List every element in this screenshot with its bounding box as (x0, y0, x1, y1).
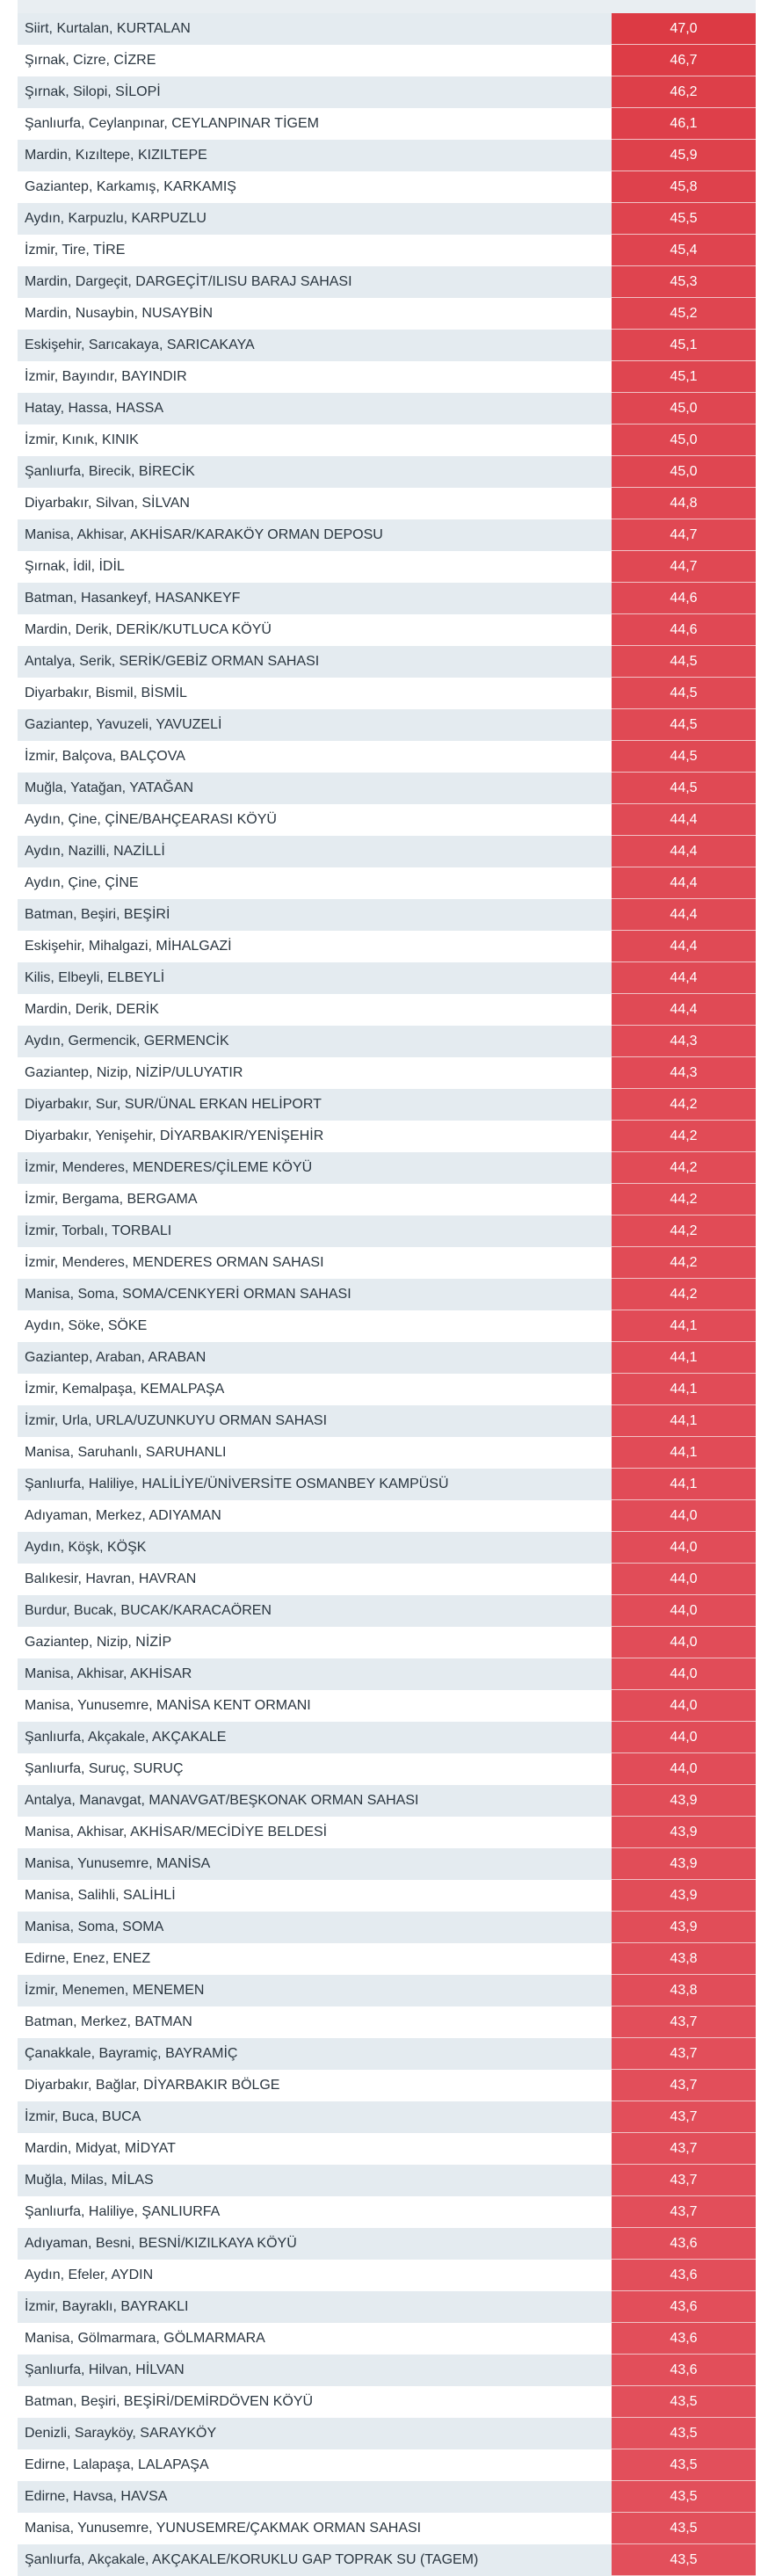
table-row (18, 266, 756, 298)
table-row (18, 962, 756, 994)
station-name-cell: Aydın, Nazilli, NAZİLLİ (18, 836, 612, 867)
station-name-cell: Aydın, Efeler, AYDIN (18, 2260, 612, 2291)
station-name-cell: Aydın, Köşk, KÖŞK (18, 1532, 612, 1564)
station-name-cell: Denizli, Sarayköy, SARAYKÖY (18, 2418, 612, 2449)
temperature-value-cell: 45,4 (612, 235, 756, 266)
station-name-cell: Batman, Beşiri, BEŞİRİ/DEMİRDÖVEN KÖYÜ (18, 2386, 612, 2418)
temperature-value-cell: 44,2 (612, 1089, 756, 1121)
station-name-cell: Manisa, Soma, SOMA (18, 1912, 612, 1943)
table-row (18, 551, 756, 583)
temperature-value-cell: 44,8 (612, 488, 756, 519)
temperature-value-cell: 43,8 (612, 1975, 756, 2006)
station-name-cell: Manisa, Akhisar, AKHİSAR/KARAKÖY ORMAN DEPOSU (18, 519, 612, 551)
temperature-value-cell: 44,4 (612, 804, 756, 836)
table-row (18, 108, 756, 140)
table-row (18, 76, 756, 108)
station-name-cell: Mardin, Derik, DERİK/KUTLUCA KÖYÜ (18, 614, 612, 646)
station-name-cell: Balıkesir, Havran, HAVRAN (18, 1564, 612, 1595)
table-row (18, 1374, 756, 1405)
table-row (18, 1342, 756, 1374)
table-row (18, 1152, 756, 1184)
table-row (18, 298, 756, 330)
temperature-value-cell: 43,5 (612, 2544, 756, 2576)
station-name-cell: Muğla, Yatağan, YATAĞAN (18, 773, 612, 804)
temperature-value-cell: 43,5 (612, 2513, 756, 2544)
station-name-cell: Mardin, Nusaybin, NUSAYBİN (18, 298, 612, 330)
table-row (18, 1943, 756, 1975)
table-row (18, 140, 756, 171)
temperature-value-cell: 44,2 (612, 1121, 756, 1152)
temperature-value-cell: 44,4 (612, 899, 756, 931)
temperature-value-cell: 45,1 (612, 361, 756, 393)
temperature-value-cell: 44,1 (612, 1374, 756, 1405)
station-name-cell: Şırnak, İdil, İDİL (18, 551, 612, 583)
temperature-value-cell: 46,1 (612, 108, 756, 140)
table-row (18, 804, 756, 836)
table-row (18, 1215, 756, 1247)
station-name-cell: Batman, Beşiri, BEŞİRİ (18, 899, 612, 931)
table-row (18, 1026, 756, 1057)
temperature-value-cell: 43,9 (612, 1880, 756, 1912)
table-row (18, 1089, 756, 1121)
station-name-cell: Gaziantep, Yavuzeli, YAVUZELİ (18, 709, 612, 741)
temperature-value-cell: 44,3 (612, 1026, 756, 1057)
temperature-value-cell: 44,1 (612, 1342, 756, 1374)
temperature-value-cell: 44,5 (612, 741, 756, 773)
table-row (18, 2038, 756, 2070)
temperature-value-cell: 44,0 (612, 1532, 756, 1564)
table-row (18, 2006, 756, 2038)
temperature-value-cell: 44,0 (612, 1595, 756, 1627)
station-name-cell: Gaziantep, Karkamış, KARKAMIŞ (18, 171, 612, 203)
station-name-cell: Manisa, Saruhanlı, SARUHANLI (18, 1437, 612, 1469)
station-name-cell: Manisa, Salihli, SALİHLİ (18, 1880, 612, 1912)
table-row (18, 1817, 756, 1848)
station-name-cell: Şanlıurfa, Akçakale, AKÇAKALE (18, 1722, 612, 1753)
temperature-value-cell: 43,8 (612, 1943, 756, 1975)
station-name-cell: Manisa, Soma, SOMA/CENKYERİ ORMAN SAHASI (18, 1279, 612, 1310)
temperature-value-cell: 43,9 (612, 1848, 756, 1880)
table-row (18, 2418, 756, 2449)
temperature-value-cell: 43,5 (612, 2481, 756, 2513)
station-name-cell: İzmir, Bayındır, BAYINDIR (18, 361, 612, 393)
station-name-cell: Manisa, Yunusemre, MANİSA KENT ORMANI (18, 1690, 612, 1722)
table-row (18, 424, 756, 456)
temperature-value-cell: 44,2 (612, 1215, 756, 1247)
temperature-value-cell: 43,6 (612, 2260, 756, 2291)
temperature-value-cell: 44,5 (612, 773, 756, 804)
station-name-cell: Adıyaman, Merkez, ADIYAMAN (18, 1500, 612, 1532)
table-row (18, 2513, 756, 2544)
table-row (18, 646, 756, 678)
temperature-value-cell: 45,0 (612, 393, 756, 424)
temperature-value-cell: 44,0 (612, 1753, 756, 1785)
temperature-value-cell: 44,0 (612, 1658, 756, 1690)
table-row (18, 1658, 756, 1690)
table-row (18, 1437, 756, 1469)
station-name-cell: İzmir, Urla, URLA/UZUNKUYU ORMAN SAHASI (18, 1405, 612, 1437)
temperature-value-cell: 47,0 (612, 13, 756, 45)
temperature-value-cell: 45,2 (612, 298, 756, 330)
station-name-cell: Şanlıurfa, Haliliye, HALİLİYE/ÜNİVERSİTE OSMANBEY KAMPÜSÜ (18, 1469, 612, 1500)
station-name-cell: İzmir, Bayraklı, BAYRAKLI (18, 2291, 612, 2323)
temperature-value-cell: 44,1 (612, 1469, 756, 1500)
temperature-value-cell: 44,0 (612, 1690, 756, 1722)
temperature-value-cell: 44,5 (612, 646, 756, 678)
table-row (18, 741, 756, 773)
temperature-value-cell: 45,8 (612, 171, 756, 203)
temperature-value-cell: 45,0 (612, 424, 756, 456)
temperature-table (18, 13, 756, 2576)
table-row (18, 2133, 756, 2165)
station-name-cell: Antalya, Manavgat, MANAVGAT/BEŞKONAK ORMAN SAHASI (18, 1785, 612, 1817)
table-row (18, 2481, 756, 2513)
temperature-value-cell: 44,0 (612, 1564, 756, 1595)
table-row (18, 678, 756, 709)
station-name-cell: Şırnak, Silopi, SİLOPİ (18, 76, 612, 108)
table-row (18, 1469, 756, 1500)
temperature-value-cell: 43,7 (612, 2196, 756, 2228)
temperature-value-cell: 44,6 (612, 583, 756, 614)
station-name-cell: Hatay, Hassa, HASSA (18, 393, 612, 424)
table-row (18, 1279, 756, 1310)
table-row (18, 13, 756, 45)
table-row (18, 1785, 756, 1817)
table-row (18, 931, 756, 962)
station-name-cell: Batman, Hasankeyf, HASANKEYF (18, 583, 612, 614)
station-name-cell: Eskişehir, Mihalgazi, MİHALGAZİ (18, 931, 612, 962)
station-name-cell: İzmir, Menderes, MENDERES/ÇİLEME KÖYÜ (18, 1152, 612, 1184)
station-name-cell: Şırnak, Cizre, CİZRE (18, 45, 612, 76)
table-row (18, 2165, 756, 2196)
station-name-cell: Manisa, Gölmarmara, GÖLMARMARA (18, 2323, 612, 2355)
temperature-value-cell: 44,6 (612, 614, 756, 646)
table-row (18, 519, 756, 551)
temperature-value-cell: 43,9 (612, 1785, 756, 1817)
table-row (18, 2291, 756, 2323)
temperature-value-cell: 45,9 (612, 140, 756, 171)
table-row (18, 899, 756, 931)
station-name-cell: Diyarbakır, Sur, SUR/ÜNAL ERKAN HELİPORT (18, 1089, 612, 1121)
table-row (18, 994, 756, 1026)
temperature-value-cell: 43,7 (612, 2133, 756, 2165)
table-row (18, 1564, 756, 1595)
station-name-cell: İzmir, Bergama, BERGAMA (18, 1184, 612, 1215)
station-name-cell: Mardin, Midyat, MİDYAT (18, 2133, 612, 2165)
station-name-cell: Aydın, Çine, ÇİNE (18, 867, 612, 899)
table-row (18, 235, 756, 266)
temperature-value-cell: 46,7 (612, 45, 756, 76)
table-row (18, 1500, 756, 1532)
temperature-value-cell: 43,6 (612, 2355, 756, 2386)
station-name-cell: Batman, Merkez, BATMAN (18, 2006, 612, 2038)
temperature-value-cell: 44,4 (612, 994, 756, 1026)
station-name-cell: Edirne, Enez, ENEZ (18, 1943, 612, 1975)
temperature-value-cell: 45,0 (612, 456, 756, 488)
temperature-value-cell: 44,1 (612, 1405, 756, 1437)
table-row (18, 393, 756, 424)
station-name-cell: Mardin, Derik, DERİK (18, 994, 612, 1026)
temperature-value-cell: 43,7 (612, 2101, 756, 2133)
temperature-value-cell: 43,7 (612, 2070, 756, 2101)
table-row (18, 1690, 756, 1722)
table-row (18, 456, 756, 488)
table-row (18, 361, 756, 393)
temperature-value-cell: 44,7 (612, 551, 756, 583)
table-row (18, 2386, 756, 2418)
temperature-value-cell: 44,0 (612, 1500, 756, 1532)
temperature-value-cell: 44,1 (612, 1437, 756, 1469)
table-row (18, 2196, 756, 2228)
table-row (18, 1121, 756, 1152)
temperature-value-cell: 45,5 (612, 203, 756, 235)
table-row (18, 709, 756, 741)
table-row (18, 2260, 756, 2291)
station-name-cell: İzmir, Torbalı, TORBALI (18, 1215, 612, 1247)
station-name-cell: Manisa, Akhisar, AKHİSAR/MECİDİYE BELDESİ (18, 1817, 612, 1848)
station-name-cell: Manisa, Akhisar, AKHİSAR (18, 1658, 612, 1690)
table-row (18, 836, 756, 867)
temperature-value-cell: 44,1 (612, 1310, 756, 1342)
table-row (18, 867, 756, 899)
temperature-value-cell: 43,6 (612, 2291, 756, 2323)
temperature-value-cell: 43,9 (612, 1817, 756, 1848)
table-row (18, 2355, 756, 2386)
station-name-cell: Kilis, Elbeyli, ELBEYLİ (18, 962, 612, 994)
station-name-cell: Edirne, Havsa, HAVSA (18, 2481, 612, 2513)
station-name-cell: Diyarbakır, Yenişehir, DİYARBAKIR/YENİŞEHİR (18, 1121, 612, 1152)
table-row (18, 1880, 756, 1912)
temperature-value-cell: 43,6 (612, 2228, 756, 2260)
station-name-cell: Gaziantep, Nizip, NİZİP (18, 1627, 612, 1658)
temperature-value-cell: 44,4 (612, 931, 756, 962)
table-row (18, 2544, 756, 2576)
station-name-cell: Eskişehir, Sarıcakaya, SARICAKAYA (18, 330, 612, 361)
station-name-cell: Şanlıurfa, Akçakale, AKÇAKALE/KORUKLU GAP TOPRAK SU (TAGEM) (18, 2544, 612, 2576)
station-name-cell: Burdur, Bucak, BUCAK/KARACAÖREN (18, 1595, 612, 1627)
temperature-value-cell: 44,5 (612, 678, 756, 709)
station-name-cell: İzmir, Buca, BUCA (18, 2101, 612, 2133)
station-name-cell: Edirne, Lalapaşa, LALAPAŞA (18, 2449, 612, 2481)
station-name-cell: İzmir, Kınık, KINIK (18, 424, 612, 456)
station-name-cell: Antalya, Serik, SERİK/GEBİZ ORMAN SAHASI (18, 646, 612, 678)
table-row (18, 1247, 756, 1279)
station-name-cell: İzmir, Menemen, MENEMEN (18, 1975, 612, 2006)
temperature-value-cell: 43,5 (612, 2386, 756, 2418)
station-name-cell: Aydın, Germencik, GERMENCİK (18, 1026, 612, 1057)
table-row (18, 1405, 756, 1437)
table-row (18, 2449, 756, 2481)
temperature-value-cell: 44,4 (612, 962, 756, 994)
table-row (18, 1595, 756, 1627)
station-name-cell: İzmir, Balçova, BALÇOVA (18, 741, 612, 773)
temperature-value-cell: 44,0 (612, 1722, 756, 1753)
temperature-value-cell: 44,2 (612, 1279, 756, 1310)
temperature-value-cell: 43,9 (612, 1912, 756, 1943)
station-name-cell: Diyarbakır, Silvan, SİLVAN (18, 488, 612, 519)
temperature-value-cell: 43,7 (612, 2038, 756, 2070)
station-name-cell: Şanlıurfa, Haliliye, ŞANLIURFA (18, 2196, 612, 2228)
temperature-value-cell: 44,0 (612, 1627, 756, 1658)
table-row (18, 2070, 756, 2101)
station-name-cell: Aydın, Çine, ÇİNE/BAHÇEARASI KÖYÜ (18, 804, 612, 836)
table-row (18, 614, 756, 646)
station-name-cell: İzmir, Menderes, MENDERES ORMAN SAHASI (18, 1247, 612, 1279)
station-name-cell: Siirt, Kurtalan, KURTALAN (18, 13, 612, 45)
station-name-cell: Gaziantep, Araban, ARABAN (18, 1342, 612, 1374)
station-name-cell: Muğla, Milas, MİLAS (18, 2165, 612, 2196)
temperature-value-cell: 45,3 (612, 266, 756, 298)
station-name-cell: Mardin, Kızıltepe, KIZILTEPE (18, 140, 612, 171)
station-name-cell: Şanlıurfa, Suruç, SURUÇ (18, 1753, 612, 1785)
station-name-cell: Manisa, Yunusemre, MANİSA (18, 1848, 612, 1880)
table-row (18, 2101, 756, 2133)
temperature-value-cell: 44,5 (612, 709, 756, 741)
table-row (18, 2228, 756, 2260)
station-name-cell: İzmir, Tire, TİRE (18, 235, 612, 266)
temperature-value-cell: 44,2 (612, 1152, 756, 1184)
temperature-value-cell: 43,7 (612, 2006, 756, 2038)
table-row (18, 488, 756, 519)
temperature-value-cell: 43,5 (612, 2418, 756, 2449)
table-row (18, 1057, 756, 1089)
temperature-value-cell: 44,4 (612, 867, 756, 899)
table-row (18, 45, 756, 76)
station-name-cell: Diyarbakır, Bağlar, DİYARBAKIR BÖLGE (18, 2070, 612, 2101)
table-row (18, 1627, 756, 1658)
table-row (18, 1532, 756, 1564)
table-row (18, 203, 756, 235)
table-row (18, 1848, 756, 1880)
station-name-cell: Manisa, Yunusemre, YUNUSEMRE/ÇAKMAK ORMAN SAHASI (18, 2513, 612, 2544)
table-row (18, 1753, 756, 1785)
table-row (18, 330, 756, 361)
temperature-value-cell: 45,1 (612, 330, 756, 361)
table-top-band (18, 0, 756, 13)
temperature-value-cell: 44,2 (612, 1184, 756, 1215)
table-row (18, 1722, 756, 1753)
table-row (18, 1310, 756, 1342)
table-row (18, 583, 756, 614)
station-name-cell: Aydın, Söke, SÖKE (18, 1310, 612, 1342)
table-row (18, 2323, 756, 2355)
temperature-value-cell: 44,3 (612, 1057, 756, 1089)
table-row (18, 1912, 756, 1943)
station-name-cell: Şanlıurfa, Ceylanpınar, CEYLANPINAR TİGEM (18, 108, 612, 140)
station-name-cell: Gaziantep, Nizip, NİZİP/ULUYATIR (18, 1057, 612, 1089)
table-row (18, 1975, 756, 2006)
temperature-value-cell: 43,5 (612, 2449, 756, 2481)
table-row (18, 171, 756, 203)
station-name-cell: Aydın, Karpuzlu, KARPUZLU (18, 203, 612, 235)
temperature-value-cell: 43,6 (612, 2323, 756, 2355)
temperature-value-cell: 46,2 (612, 76, 756, 108)
table-row (18, 773, 756, 804)
station-name-cell: Çanakkale, Bayramiç, BAYRAMİÇ (18, 2038, 612, 2070)
temperature-value-cell: 44,4 (612, 836, 756, 867)
station-name-cell: Şanlıurfa, Hilvan, HİLVAN (18, 2355, 612, 2386)
station-name-cell: Adıyaman, Besni, BESNİ/KIZILKAYA KÖYÜ (18, 2228, 612, 2260)
table-row (18, 1184, 756, 1215)
temperature-value-cell: 44,2 (612, 1247, 756, 1279)
temperature-value-cell: 43,7 (612, 2165, 756, 2196)
station-name-cell: Şanlıurfa, Birecik, BİRECİK (18, 456, 612, 488)
station-name-cell: Diyarbakır, Bismil, BİSMİL (18, 678, 612, 709)
station-name-cell: Mardin, Dargeçit, DARGEÇİT/ILISU BARAJ SAHASI (18, 266, 612, 298)
station-name-cell: İzmir, Kemalpaşa, KEMALPAŞA (18, 1374, 612, 1405)
temperature-value-cell: 44,7 (612, 519, 756, 551)
